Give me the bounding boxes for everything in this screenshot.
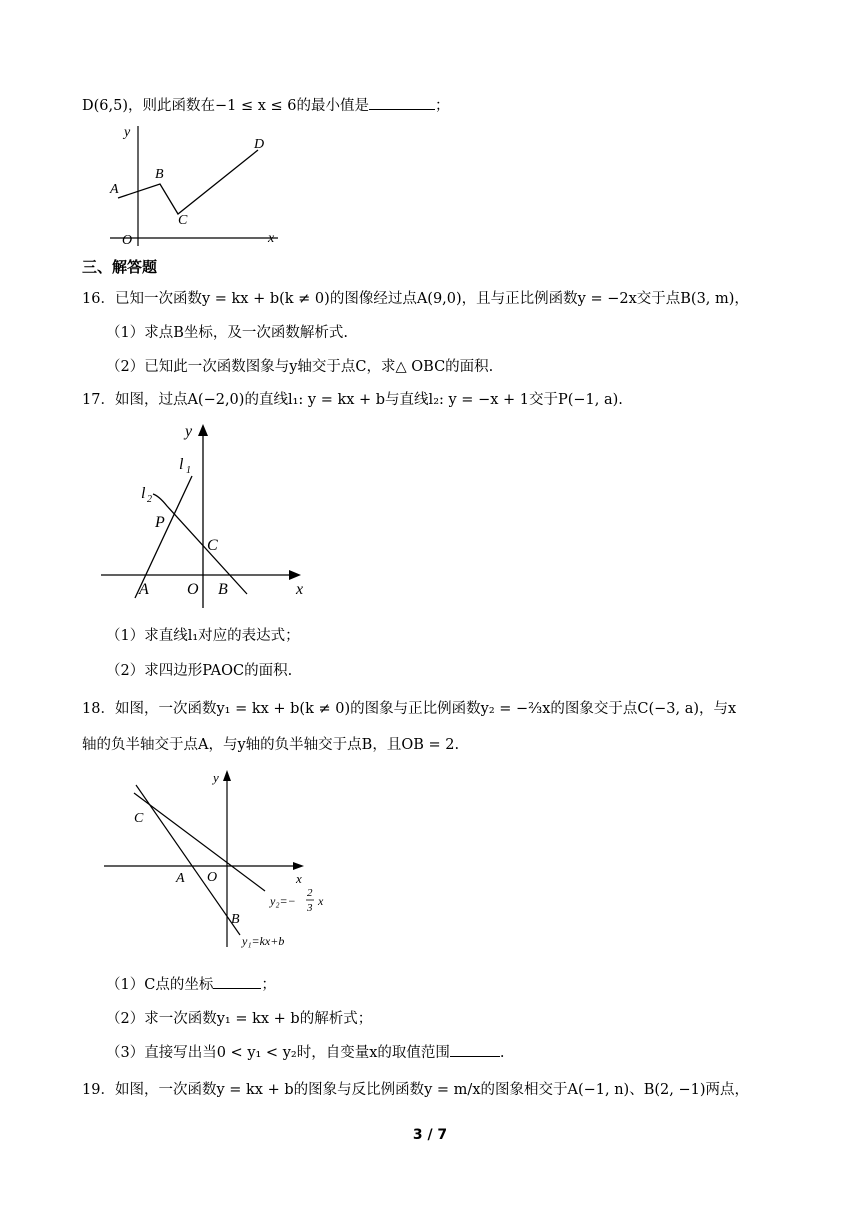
point-c-label: C [134,811,144,826]
point-b-label: B [231,912,240,927]
point-b-label: B [218,581,228,598]
q16-part1: （1）求点B坐标，及一次函数解析式. [106,325,348,341]
line-l2 [153,494,247,594]
punct: . [499,1045,505,1061]
point-b-label: B [155,167,164,182]
point-a-label: A [139,581,149,598]
point-a-label: A [110,182,119,197]
y2-frac-num: 2 [307,887,313,899]
l1-label: l [179,456,184,473]
point-c-label: C [178,213,188,228]
y1-equation: y₁=kx+b [242,934,285,948]
y2-frac-den: 3 [307,902,313,914]
answer-blank [213,974,261,989]
point-d-label: D [254,137,265,152]
q16-stem: 16．已知一次函数y = kx + b(k ≠ 0)的图像经过点A(9,0)，且与正比例函数y = −2x交于点B(3, m)， [82,291,749,307]
x-arrow [289,570,301,580]
q18-part1 [106,973,276,994]
q15-tail-line [82,94,450,115]
x-label: x [296,871,302,886]
y-arrow [223,770,231,781]
y-label: y [124,125,131,140]
q18-part1-text: （1）C点的坐标 [106,977,214,993]
x-label: x [296,581,304,598]
q17-part2: （2）求四边形PAOC的面积. [106,663,293,679]
origin-label: O [207,870,218,885]
y2-x: x [318,894,324,908]
x-label: x [268,231,275,246]
section-heading: 三、解答题 [82,258,158,276]
q17-part1: （1）求直线l₁对应的表达式； [106,628,300,644]
l1-subscript: 1 [186,465,191,476]
q18-stem-line2: 轴的负半轴交于点A，与y轴的负半轴交于点B，且OB = 2. [82,737,460,753]
q19-stem: 19．如图，一次函数y = kx + b的图象与反比例函数y = m/x的图象相交于A(−1, n)、B(2, −1)两点， [82,1082,749,1098]
q18-part3-text: （3）直接写出当0 < y₁ < y₂时，自变量x的取值范围 [106,1045,450,1061]
l2-label: l [141,485,146,502]
q18-stem-line1: 18．如图，一次函数y₁ = kx + b(k ≠ 0)的图象与正比例函数y₂ = −⅔x的图象交于点C(−3, a)，与x [82,701,737,717]
y-arrow [198,424,208,436]
q18-part3 [106,1041,504,1062]
q15-figure [100,118,300,248]
origin-label: O [122,233,133,248]
graph-polyline [118,150,258,214]
q16-part2: （2）已知此一次函数图象与y轴交于点C，求△ OBC的面积. [106,359,494,375]
x-arrow [293,862,304,870]
punct: ； [435,98,450,114]
page-number: 3 / 7 [412,1127,448,1143]
l2-subscript: 2 [147,494,152,505]
y-label: y [213,770,219,785]
answer-blank [450,1042,500,1057]
q18-part2: （2）求一次函数y₁ = kx + b的解析式； [106,1011,373,1027]
q17-figure [95,418,325,613]
q15-tail-text: D(6,5)，则此函数在−1 ≤ x ≤ 6的最小值是 [82,98,370,114]
y2-equation: y₂=− [270,894,296,908]
point-c-label: C [207,537,218,554]
q18-figure [100,765,340,955]
punct: ； [261,977,276,993]
q17-stem: 17．如图，过点A(−2,0)的直线l₁: y = kx + b与直线l₂: y = −x + 1交于P(−1, a). [82,392,623,408]
y-label: y [185,423,193,440]
origin-label: O [187,581,199,598]
point-p-label: P [155,514,165,531]
answer-blank [369,95,435,110]
point-a-label: A [176,871,185,886]
